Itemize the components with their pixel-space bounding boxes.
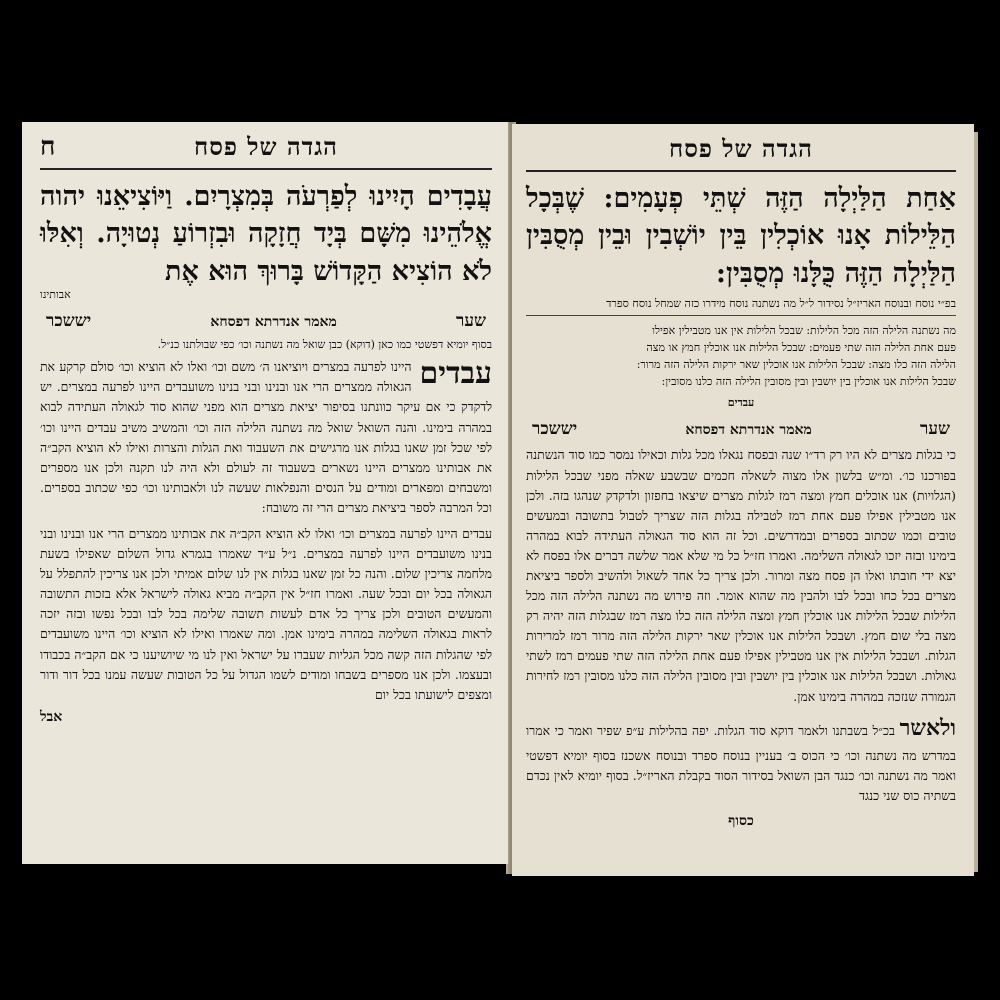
left-intro-line: בסוף יומיא דפשטי כמו כאן (דוקא) כבן שואל מה נשתנה וכו׳ כפי שבולתנו כנ״ל. [157,337,492,351]
right-section-mid: מאמר אנדרתא דפסחא [685,422,812,439]
right-foot-word: כסוף [728,812,754,829]
left-commentary-2-text: עבדים היינו לפרעה במצרים וכו׳ ואלו לא הוציא הקב״ה את אבותינו ממצרים הרי אנו ובנינו ובני בנינו משועבדים היינו לפרעה במצרים. נ״ל ע״ד שאמרו בגמרא גדול השלום שאפילו בשעת מלחמה צריכין שלום. והנה כל זמן שאנו בגלות אין לנו שלום אמיתי ולכן אנו צריכין להתפלל על הגאולה בכל יום ובכל שעה. ואמרו חז״ל אין הקב״ה מביא גאולה לישראל אלא בזכות התשובה והמעשים הטובים ולכן צריך כל אדם לעשות תשובה שלימה בכל לבו ובכל נפשו ובזה יזכה לראות בגאולה השלימה במהרה בימינו אמן. ומה שאמרו ואילו לא הוציא וכו׳ היינו משועבדים לפי שהגלות הזה קשה מכל הגליות שעברו על ישראל ואין לנו מי שיושיענו כי אם הקב״ה בכבודו ובעצמו. ולכן אנו מספרים בשבחו ומודים לשמו הגדול על כל הטובות שעשה עמנו בכל דור ודור ומצפים לישועתו בכל יום [40,526,492,702]
left-commentary-2 [40,524,492,705]
variant-line: הלילה הזה כלו מצה: שבכל הלילות אנו אוכלין שאר ירקות הלילה הזה מרור: [636,358,956,372]
right-page [512,124,974,876]
left-page-number: ח [40,132,57,162]
right-heading-word-2: ולאשר [899,714,956,741]
right-running-head-title: הגדה של פסח [669,134,813,163]
left-section-title [46,311,486,331]
right-commentary: כי בגלות מצרים לא היו רק רד״ו שנה ובפסח נגאלו מכל גלות וכאילו נמסר כמו סוד הנשתנה בפורכנו כו׳. ומ״ש בלשון אלו מצוה לשאלה חכמים שבשבע שאלה מפני שבכל הלילות (הגלויות) אנו אוכלים חמץ ומצה רמז לגלות מצרים שיצאו בחפזון ולדקדק שנהגו בזה. ולכן אנו מטבילין אפילו פעם אחת רמז לטבילה בגלות הזה שצריך לטבול בתשובה ובמעשים טובים וכמו שכתוב בספרים ובמדרשים. וכל זה הוא סוד הגאולה העתידה לבוא במהרה בימינו ובזה יזכו לגאולה השלימה. ואמרו חז״ל כל מי שלא אמר שלשה דברים אלו בפסח לא יצא ידי חובתו ואלו הן פסח מצה ומרור. ולכן צריך כל אחד לשאול ולהשיב ולספר ביציאת מצרים בכל כחו ובכל לבו ולהבין מה שהוא אומר. וזה פירוש מה נשתנה הלילה הזה מכל הלילות שבכל הלילות אנו אוכלין חמץ ומצה הלילה הזה כלו מצה רמז שבגלות הזה יהיה רק מצה בלי שום חמץ. ושבכל הלילות אנו אוכלין שאר ירקות הלילה הזה מרור רמז למרירות הגלות. ושבכל הלילות אין אנו מטבילין אפילו פעם אחת הלילה הזה שתי פעמים רמז לשתי גאולות. ושבכל הלילות אנו אוכלין בין יושבין ובין מסובין הלילה הזה כלנו מסובין רמז לחירות הגמורה שנזכה במהרה בימינו אמן. [526,447,956,704]
left-running-head-title: הגדה של פסח [194,132,338,161]
left-commentary-1 [40,357,492,518]
left-running-head [40,132,492,170]
right-small-heading: עבדים [727,396,755,410]
left-catchword: אבותינו [40,287,71,301]
right-variant-lines [526,322,956,390]
left-main-text: עֲבָדִים הָיִינוּ לְפַרְעֹה בְּמִצְרָיִם. וַיּוֹצִיאֵנוּ יהוה אֱלֹהֵינוּ מִשָּׁם בְּיָד חֲזָקָה וּבִזְרוֹעַ נְטוּיָה. וְאִלּוּ לֹא הוֹצִיא הַקָּדוֹשׁ בָּרוּךְ הוּא אֶת [40,181,492,287]
left-page [22,122,508,864]
variant-line: מה נשתנה הלילה הזה מכל הלילות: שבכל הלילות אין אנו מטבילין אפילו [652,324,956,338]
variant-line: שבכל הלילות אנו אוכלין בין יושבין ובין מסובין הלילה הזה כלנו מסובין: [661,375,956,389]
right-main-text: אַחַת הַלַּיְלָה הַזֶּה שְׁתֵּי פְעָמִים: שֶׁבְּכָל הַלֵּילוֹת אָנוּ אוֹכְלִין בֵּין יוֹשְׁבִין וּבֵין מְסֻבִּין הַלַּיְלָה הַזֶּה כֻּלָּנוּ מְסֻבִּין: [526,183,956,289]
right-commentary-2-text: בכ״ל בשבתנו ולאמר דוקא סוד הגלות. יפה בהלילות ע״פ שפיר ואמר כי אמרו במדרש מה נשתנה וכו׳ כי הכוס ב׳ בעניין בנוסח ספרד ובנוסח אשכנז בסוף יומיא דפשטי ואמר מה נשתנה וכו׳ כנגד הבן השואל בסידור הסוד בקבלת האריז״ל. בסוף יומיא לאין נכדם בשתיה כוס שני כנגד [526,722,956,804]
left-heading-word: עבדים [419,356,492,392]
right-commentary-2 [526,711,956,807]
left-section-right: שער [455,310,486,331]
right-small-note: בפ״י נוסח ובנוסח האריז״ל נסידור ל״ל מה נשתנה נוסח מידרו כזה שמחל נוסח ספרד [526,296,956,317]
right-section-right: שער [919,419,950,440]
left-section-left: יששכר [46,310,92,331]
variant-line: פעם אחת הלילה הזה שתי פעמים: שבכל הלילות אנו אוכלין חמץ או מצה [646,341,956,355]
right-section-left: יששכר [532,419,578,440]
right-running-head [526,134,956,172]
right-section-title [532,419,950,439]
left-foot-word: אבל [40,708,63,725]
left-section-mid: מאמר אנדרתא דפסחא [210,313,337,330]
left-commentary-1-text: היינו לפרעה במצרים ויוציאנו ה׳ משם וכו׳ ואלו לא הוציא וכו׳ סולם קרקע את הגאולה ממצרים הרי אנו ובנינו ובני בנינו משועבדים היינו לפרעה במצרים. יש לדקדק כי אם עיקר כוונתנו בסיפור יציאת מצרים הוא מפני שהוא סוד לגאולה העתידה לבוא במהרה בימינו. והנה השואל שואל מה נשתנה הלילה הזה וכו׳ והמשיב משיב עבדים היינו וכו׳ לפי שכל זמן שאנו בגלות אנו מרגישים את השעבוד ואת הגלות והצרות ואילו לא הוציא הקב״ה את אבותינו ממצרים היינו נשארים בשעבוד זה לעולם ולא היה לנו תקנה ולכן אנו מספרים ומשבחים ומפארים ומודים על הנסים והנפלאות שעשה לנו ולאבותינו וכו׳ כפי שכתוב בספרים. וכל המרבה לספר ביציאת מצרים הרי זה משובח: [40,359,492,515]
